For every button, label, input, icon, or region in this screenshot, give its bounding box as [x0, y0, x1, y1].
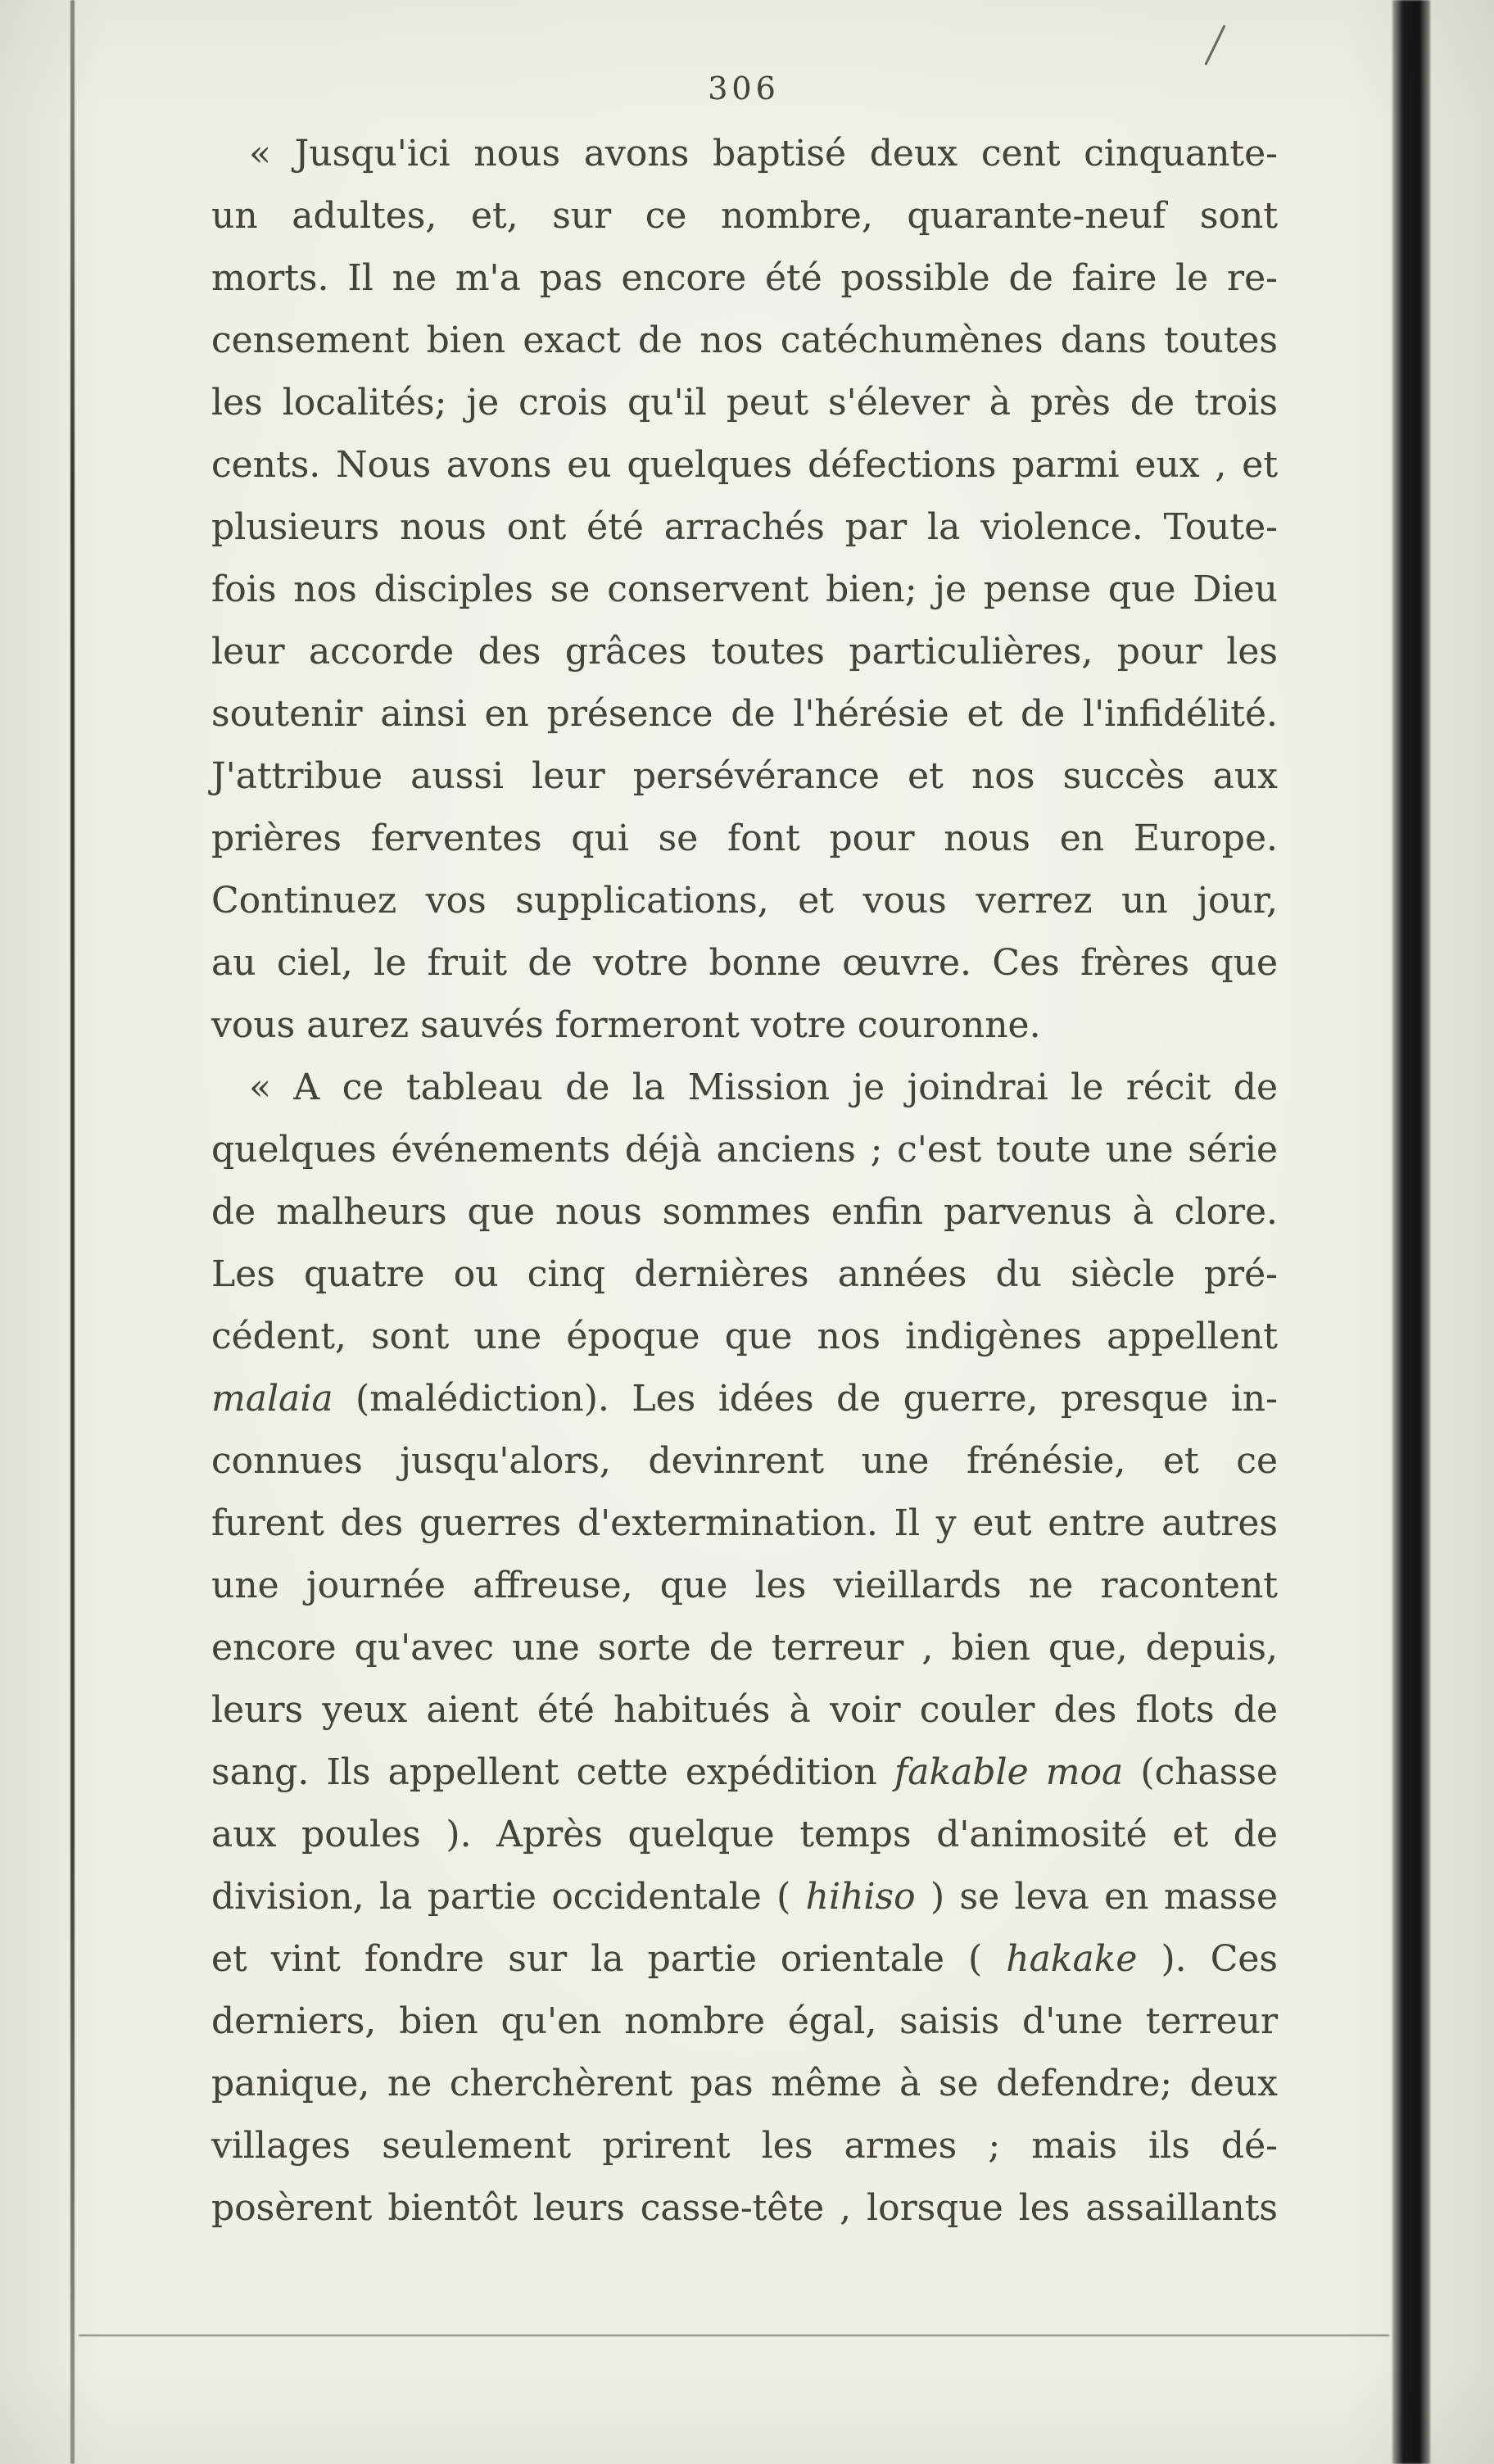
text-line: leurs yeux aient été habitués à voir couler des flots de	[211, 1689, 1278, 1731]
text-line: censement bien exact de nos catéchumènes dans toutes	[211, 319, 1278, 361]
italic-term: hakake	[1006, 1938, 1138, 1980]
text-line: division, la partie occidentale ( hihiso ) se leva en masse	[211, 1876, 1278, 1918]
text-line: de malheurs que nous sommes enfin parvenus à clore.	[211, 1191, 1278, 1233]
paragraph	[211, 1057, 1278, 2240]
italic-term: fakable moa	[894, 1751, 1124, 1793]
text-line: sang. Ils appellent cette expédition fakable moa (chasse	[211, 1751, 1278, 1793]
text-line: derniers, bien qu'en nombre égal, saisis d'une terreur	[211, 2000, 1278, 2042]
text-line: au ciel, le fruit de votre bonne œuvre. Ces frères que	[211, 942, 1278, 984]
text-line: quelques événements déjà anciens ; c'est toute une série	[211, 1129, 1278, 1171]
right-scan-edge-band	[1392, 0, 1430, 2464]
text-line: posèrent bientôt leurs casse-tête , lorsque les assaillants	[211, 2187, 1278, 2229]
text-line: fois nos disciples se conservent bien; je pense que Dieu	[211, 568, 1278, 610]
text-line: panique, ne cherchèrent pas même à se defendre; deux	[211, 2063, 1278, 2104]
stray-ink-mark	[1204, 25, 1225, 66]
text-line: leur accorde des grâces toutes particulières, pour les	[211, 631, 1278, 673]
text-line: villages seulement prirent les armes ; mais ils dé-	[211, 2125, 1278, 2167]
text-line: vous aurez sauvés formeront votre couronne.	[211, 1004, 1041, 1046]
text-line: connues jusqu'alors, devinrent une frénésie, et ce	[211, 1440, 1278, 1482]
text-line: « A ce tableau de la Mission je joindrai le récit de	[249, 1067, 1278, 1108]
left-binding-shadow	[70, 0, 75, 2464]
text-line: furent des guerres d'extermination. Il y eut entre autres	[211, 1502, 1278, 1544]
text-line: aux poules ). Après quelque temps d'animosité et de	[211, 1814, 1278, 1855]
text-line: les localités; je crois qu'il peut s'élever à près de trois	[211, 382, 1278, 424]
text-line: J'attribue aussi leur persévérance et nos succès aux	[211, 755, 1278, 797]
text-line: une journée affreuse, que les vieillards ne racontent	[211, 1565, 1278, 1606]
bottom-scan-line	[79, 2335, 1389, 2336]
text-line: cents. Nous avons eu quelques défections parmi eux , et	[211, 444, 1278, 486]
text-line: et vint fondre sur la partie orientale ( hakake ). Ces	[211, 1938, 1278, 1980]
page-number: 306	[708, 70, 780, 106]
text-line: « Jusqu'ici nous avons baptisé deux cent cinquante-	[249, 133, 1278, 174]
text-line: Les quatre ou cinq dernières années du siècle pré-	[211, 1253, 1278, 1295]
text-line: encore qu'avec une sorte de terreur , bien que, depuis,	[211, 1627, 1278, 1669]
italic-term: hihiso	[805, 1876, 916, 1918]
text-line: morts. Il ne m'a pas encore été possible de faire le re-	[211, 257, 1278, 299]
italic-term: malaia	[211, 1378, 333, 1420]
text-block	[211, 123, 1278, 2240]
text-line: un adultes, et, sur ce nombre, quarante-neuf sont	[211, 195, 1278, 237]
text-line: cédent, sont une époque que nos indigènes appellent	[211, 1316, 1278, 1357]
text-line: prières ferventes qui se font pour nous en Europe.	[211, 818, 1278, 859]
text-line: Continuez vos supplications, et vous verrez un jour,	[211, 880, 1278, 922]
text-line: malaia (malédiction). Les idées de guerre, presque in-	[211, 1378, 1278, 1420]
text-line: soutenir ainsi en présence de l'hérésie et de l'infidélité.	[211, 693, 1278, 735]
paragraph	[211, 123, 1278, 1057]
text-line: plusieurs nous ont été arrachés par la violence. Toute-	[211, 506, 1278, 548]
